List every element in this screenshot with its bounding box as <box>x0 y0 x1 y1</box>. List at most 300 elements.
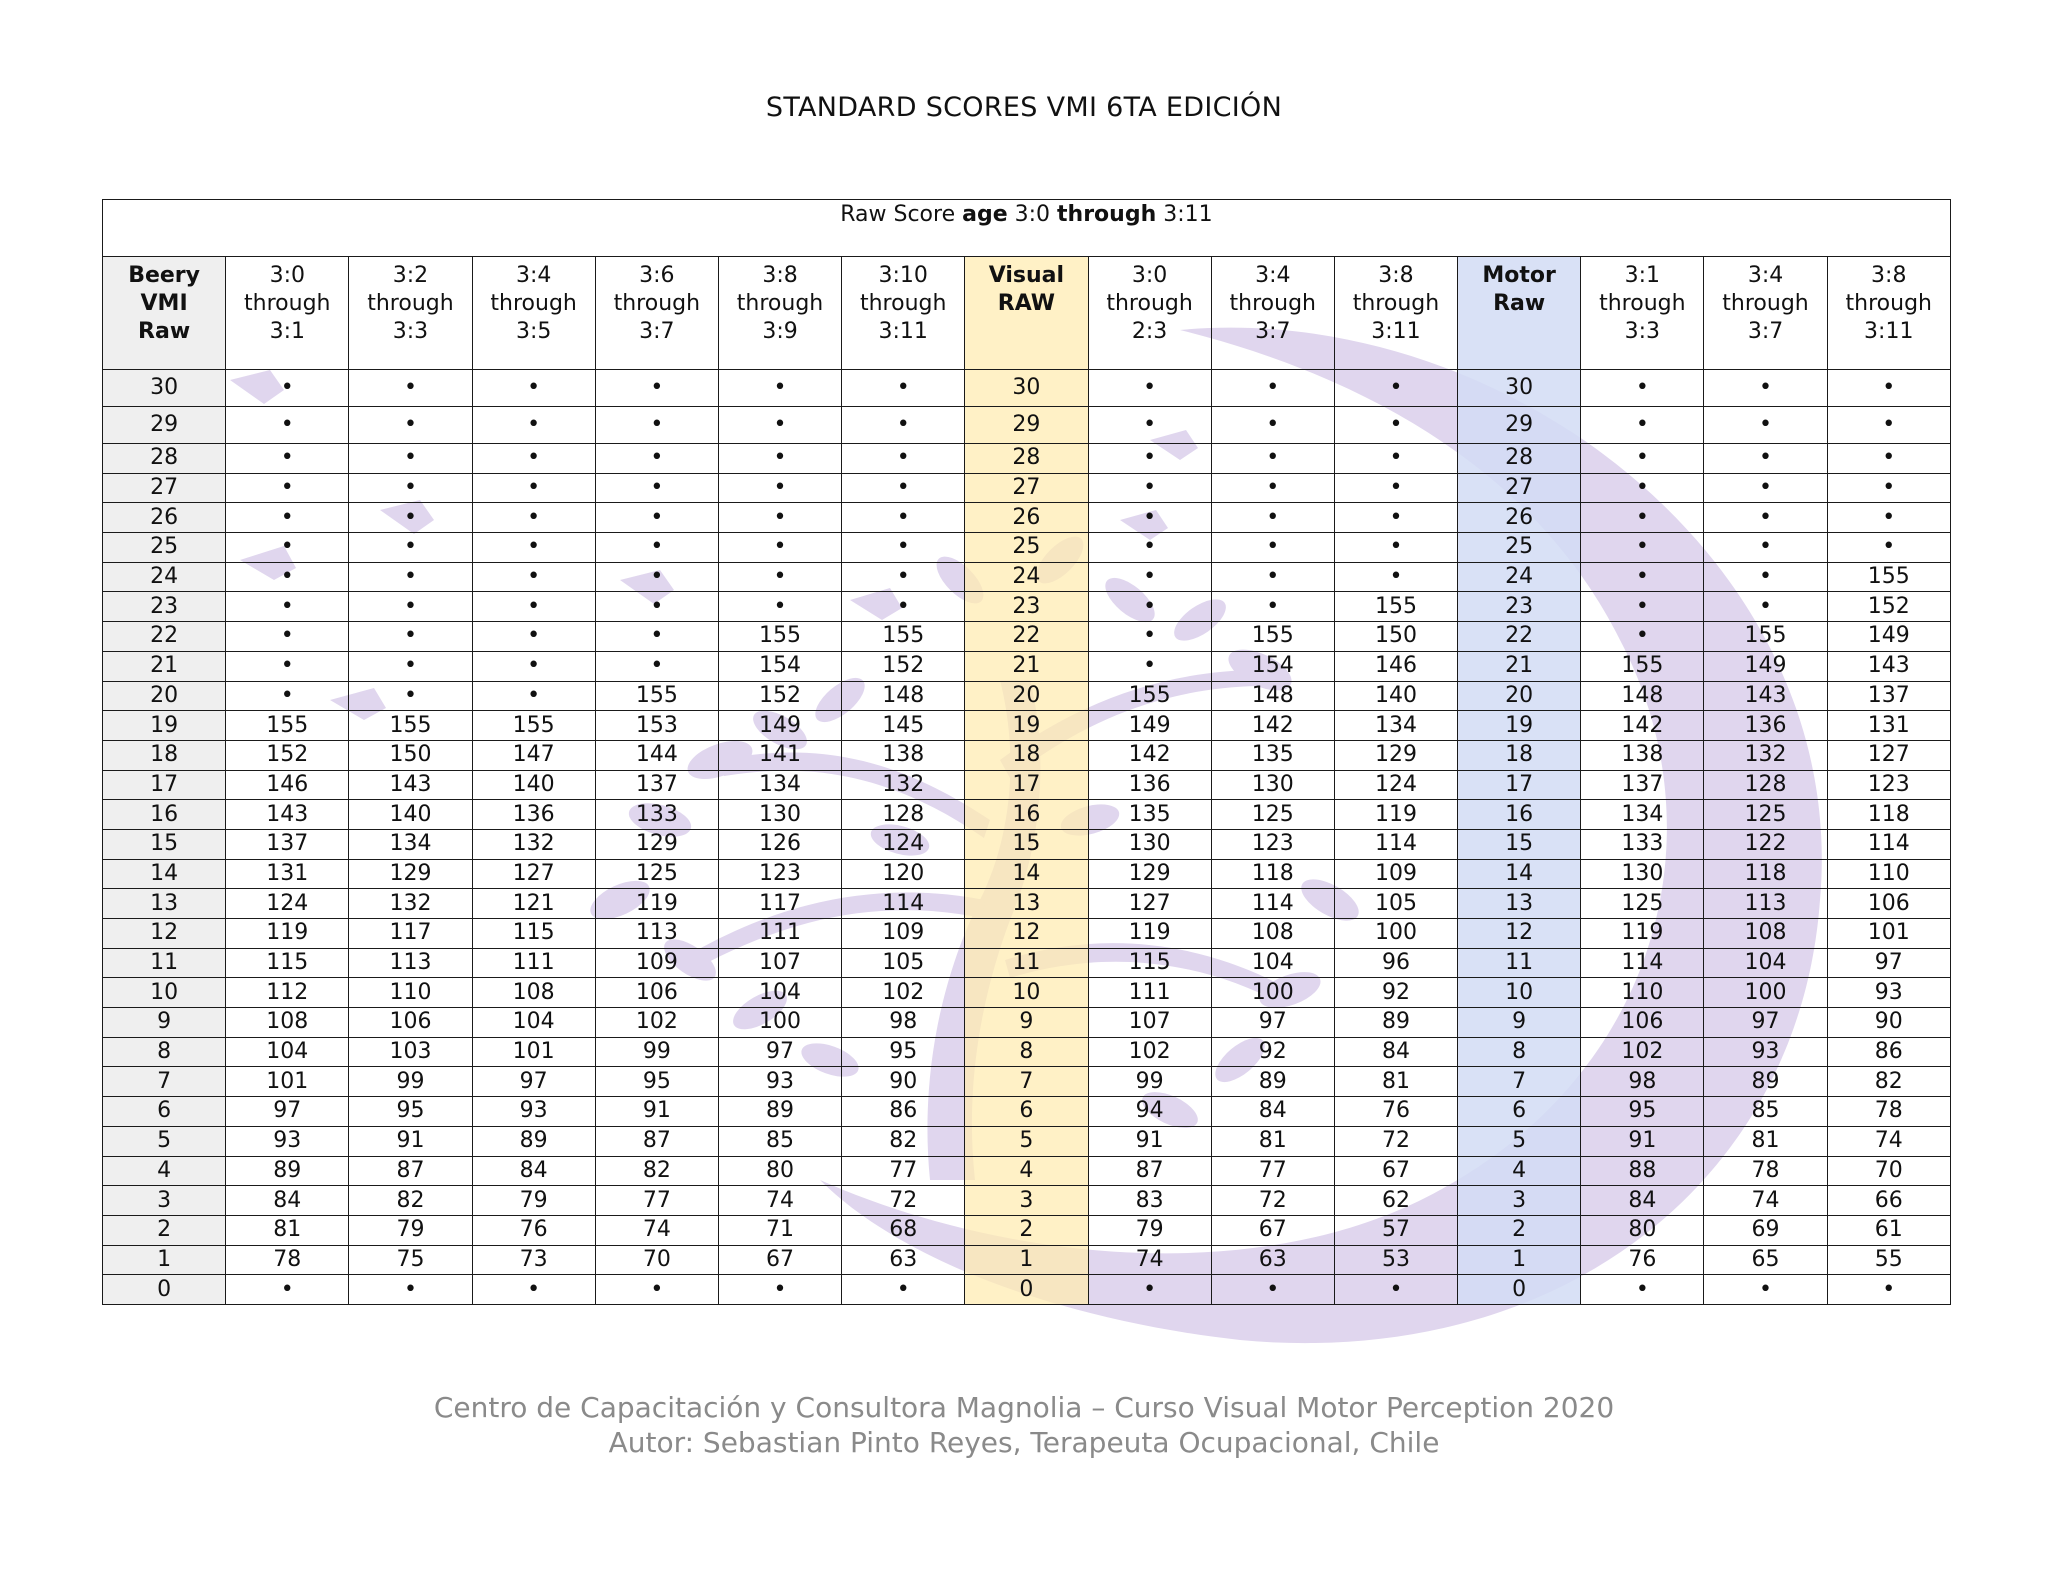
score-cell: 132 <box>842 770 965 800</box>
visual-raw-cell: 3 <box>965 1186 1088 1216</box>
score-cell: • <box>472 651 595 681</box>
score-cell: 134 <box>718 770 841 800</box>
score-cell: 149 <box>1704 651 1827 681</box>
score-cell: 87 <box>349 1156 472 1186</box>
motor-raw-cell: 23 <box>1458 592 1581 622</box>
raw-score-cell: 19 <box>103 711 226 741</box>
score-cell: 110 <box>1827 859 1950 889</box>
header-vmi-age-3-8: 3:8 through 3:9 <box>718 257 841 370</box>
score-cell: 89 <box>718 1097 841 1127</box>
score-cell: 142 <box>1211 711 1334 741</box>
motor-raw-cell: 13 <box>1458 889 1581 919</box>
score-cell: 138 <box>1581 740 1704 770</box>
score-cell: • <box>472 1275 595 1305</box>
score-cell: 126 <box>718 829 841 859</box>
table-row <box>103 740 1951 770</box>
score-cell: 84 <box>1211 1097 1334 1127</box>
score-cell: 130 <box>1211 770 1334 800</box>
score-cell: 131 <box>1827 711 1950 741</box>
score-cell: • <box>1211 1275 1334 1305</box>
motor-raw-cell: 18 <box>1458 740 1581 770</box>
score-cell: 108 <box>472 978 595 1008</box>
motor-raw-cell: 8 <box>1458 1037 1581 1067</box>
score-cell: 117 <box>718 889 841 919</box>
score-cell: • <box>718 444 841 474</box>
score-cell: 125 <box>1211 800 1334 830</box>
table-row <box>103 859 1951 889</box>
score-cell: 84 <box>1334 1037 1457 1067</box>
score-cell: 82 <box>349 1186 472 1216</box>
score-cell: 143 <box>1704 681 1827 711</box>
score-cell: • <box>226 562 349 592</box>
score-cell: • <box>226 651 349 681</box>
motor-raw-cell: 28 <box>1458 444 1581 474</box>
visual-raw-cell: 26 <box>965 503 1088 533</box>
motor-raw-cell: 12 <box>1458 919 1581 949</box>
score-cell: • <box>349 473 472 503</box>
score-cell: • <box>349 681 472 711</box>
score-cell: • <box>1704 1275 1827 1305</box>
score-cell: 141 <box>718 740 841 770</box>
motor-raw-cell: 14 <box>1458 859 1581 889</box>
score-cell: • <box>1704 444 1827 474</box>
visual-raw-cell: 4 <box>965 1156 1088 1186</box>
score-cell: 100 <box>1704 978 1827 1008</box>
score-cell: 80 <box>718 1156 841 1186</box>
score-cell: 76 <box>1334 1097 1457 1127</box>
score-cell: • <box>1334 503 1457 533</box>
score-cell: 136 <box>1088 770 1211 800</box>
score-cell: 155 <box>1088 681 1211 711</box>
score-cell: 91 <box>595 1097 718 1127</box>
visual-raw-cell: 29 <box>965 407 1088 444</box>
score-cell: 99 <box>595 1037 718 1067</box>
score-cell: 129 <box>349 859 472 889</box>
score-cell: • <box>1827 503 1950 533</box>
score-cell: 153 <box>595 711 718 741</box>
raw-score-cell: 5 <box>103 1126 226 1156</box>
score-cell: • <box>1334 1275 1457 1305</box>
score-cell: 155 <box>349 711 472 741</box>
score-cell: 136 <box>472 800 595 830</box>
score-cell: 133 <box>595 800 718 830</box>
score-cell: 74 <box>1704 1186 1827 1216</box>
score-cell: 127 <box>1088 889 1211 919</box>
score-cell: 111 <box>472 948 595 978</box>
score-cell: • <box>595 473 718 503</box>
score-cell: 100 <box>1211 978 1334 1008</box>
score-cell: • <box>1704 592 1827 622</box>
score-cell: 119 <box>595 889 718 919</box>
score-cell: 99 <box>349 1067 472 1097</box>
score-cell: • <box>1581 533 1704 563</box>
visual-raw-cell: 18 <box>965 740 1088 770</box>
score-cell: • <box>1088 473 1211 503</box>
score-cell: 90 <box>1827 1008 1950 1038</box>
score-cell: • <box>718 1275 841 1305</box>
score-cell: 90 <box>842 1067 965 1097</box>
score-cell: • <box>349 370 472 407</box>
score-cell: 109 <box>595 948 718 978</box>
score-cell: 102 <box>1581 1037 1704 1067</box>
score-cell: 144 <box>595 740 718 770</box>
score-cell: • <box>1334 562 1457 592</box>
score-cell: • <box>349 533 472 563</box>
visual-raw-cell: 30 <box>965 370 1088 407</box>
score-cell: 115 <box>472 919 595 949</box>
score-cell: 102 <box>842 978 965 1008</box>
score-cell: • <box>472 681 595 711</box>
table-row <box>103 1097 1951 1127</box>
score-cell: 72 <box>842 1186 965 1216</box>
visual-raw-cell: 5 <box>965 1126 1088 1156</box>
score-cell: 101 <box>226 1067 349 1097</box>
visual-raw-cell: 10 <box>965 978 1088 1008</box>
header-visual-raw: Visual RAW <box>965 257 1088 370</box>
score-cell: 68 <box>842 1215 965 1245</box>
score-cell: • <box>1211 562 1334 592</box>
score-cell: 104 <box>1704 948 1827 978</box>
visual-raw-cell: 11 <box>965 948 1088 978</box>
raw-score-cell: 30 <box>103 370 226 407</box>
score-cell: 97 <box>1827 948 1950 978</box>
score-cell: 105 <box>1334 889 1457 919</box>
score-cell: • <box>1211 444 1334 474</box>
page-title: STANDARD SCORES VMI 6TA EDICIÓN <box>765 92 1283 123</box>
score-cell: 92 <box>1211 1037 1334 1067</box>
score-cell: 93 <box>472 1097 595 1127</box>
motor-raw-cell: 5 <box>1458 1126 1581 1156</box>
score-cell: 107 <box>1088 1008 1211 1038</box>
table-row <box>103 1008 1951 1038</box>
score-cell: 130 <box>1581 859 1704 889</box>
score-cell: 118 <box>1211 859 1334 889</box>
motor-raw-cell: 4 <box>1458 1156 1581 1186</box>
table-row <box>103 592 1951 622</box>
visual-raw-cell: 27 <box>965 473 1088 503</box>
score-cell: 74 <box>595 1215 718 1245</box>
score-cell: • <box>595 622 718 652</box>
score-cell: 131 <box>226 859 349 889</box>
visual-raw-cell: 17 <box>965 770 1088 800</box>
score-cell: 70 <box>1827 1156 1950 1186</box>
score-cell: 127 <box>472 859 595 889</box>
score-cell: • <box>1581 444 1704 474</box>
table-row <box>103 1186 1951 1216</box>
score-cell: 108 <box>1704 919 1827 949</box>
score-cell: 125 <box>595 859 718 889</box>
table-row <box>103 444 1951 474</box>
score-cell: 137 <box>1827 681 1950 711</box>
motor-raw-cell: 9 <box>1458 1008 1581 1038</box>
motor-raw-cell: 30 <box>1458 370 1581 407</box>
score-cell: 136 <box>1704 711 1827 741</box>
score-cell: 71 <box>718 1215 841 1245</box>
score-cell: • <box>595 407 718 444</box>
table-banner-row <box>103 200 1951 257</box>
raw-score-cell: 22 <box>103 622 226 652</box>
score-cell: 118 <box>1704 859 1827 889</box>
motor-raw-cell: 16 <box>1458 800 1581 830</box>
score-cell: • <box>226 473 349 503</box>
motor-raw-cell: 11 <box>1458 948 1581 978</box>
score-cell: 146 <box>226 770 349 800</box>
score-cell: 79 <box>472 1186 595 1216</box>
table-row <box>103 651 1951 681</box>
score-cell: 93 <box>226 1126 349 1156</box>
score-cell: • <box>718 503 841 533</box>
table-header-row <box>103 257 1951 370</box>
score-cell: • <box>1211 370 1334 407</box>
score-cell: • <box>842 533 965 563</box>
score-cell: 97 <box>1211 1008 1334 1038</box>
score-cell: 127 <box>1827 740 1950 770</box>
score-cell: • <box>1334 370 1457 407</box>
visual-raw-cell: 19 <box>965 711 1088 741</box>
score-cell: • <box>1088 503 1211 533</box>
score-cell: 74 <box>718 1186 841 1216</box>
score-cell: 121 <box>472 889 595 919</box>
score-cell: 129 <box>1088 859 1211 889</box>
table-row <box>103 770 1951 800</box>
table-row <box>103 562 1951 592</box>
score-cell: 89 <box>1334 1008 1457 1038</box>
score-cell: 91 <box>1581 1126 1704 1156</box>
motor-raw-cell: 22 <box>1458 622 1581 652</box>
raw-score-cell: 6 <box>103 1097 226 1127</box>
score-cell: 112 <box>226 978 349 1008</box>
score-cell: • <box>472 473 595 503</box>
score-cell: 77 <box>1211 1156 1334 1186</box>
score-cell: • <box>1827 473 1950 503</box>
score-cell: 102 <box>1088 1037 1211 1067</box>
score-cell: 53 <box>1334 1245 1457 1275</box>
table-row <box>103 1037 1951 1067</box>
score-cell: 129 <box>1334 740 1457 770</box>
header-visual-age-3-0: 3:0 through 2:3 <box>1088 257 1211 370</box>
score-cell: 130 <box>1088 829 1211 859</box>
table-row <box>103 1275 1951 1305</box>
score-cell: 77 <box>595 1186 718 1216</box>
score-cell: 80 <box>1581 1215 1704 1245</box>
motor-raw-cell: 10 <box>1458 978 1581 1008</box>
header-motor-raw: Motor Raw <box>1458 257 1581 370</box>
score-cell: • <box>226 592 349 622</box>
score-cell: 95 <box>842 1037 965 1067</box>
footer-author: Autor: Sebastian Pinto Reyes, Terapeuta Ocupacional, Chile <box>608 1426 1440 1459</box>
score-cell: 114 <box>842 889 965 919</box>
score-cell: • <box>472 533 595 563</box>
raw-score-banner: Raw Score age 3:0 through 3:11 <box>103 200 1951 257</box>
score-cell: 155 <box>1827 562 1950 592</box>
score-cell: 100 <box>1334 919 1457 949</box>
score-cell: • <box>1334 533 1457 563</box>
score-cell: 150 <box>349 740 472 770</box>
score-cell: 81 <box>1334 1067 1457 1097</box>
motor-raw-cell: 17 <box>1458 770 1581 800</box>
score-cell: 69 <box>1704 1215 1827 1245</box>
score-cell: 97 <box>1704 1008 1827 1038</box>
raw-score-cell: 28 <box>103 444 226 474</box>
score-cell: • <box>842 1275 965 1305</box>
raw-score-cell: 8 <box>103 1037 226 1067</box>
score-cell: 78 <box>226 1245 349 1275</box>
score-cell: 72 <box>1211 1186 1334 1216</box>
table-row <box>103 622 1951 652</box>
table-row <box>103 948 1951 978</box>
score-cell: • <box>595 370 718 407</box>
table-row <box>103 1245 1951 1275</box>
score-cell: 145 <box>842 711 965 741</box>
score-cell: 123 <box>1827 770 1950 800</box>
motor-raw-cell: 6 <box>1458 1097 1581 1127</box>
score-cell: 142 <box>1088 740 1211 770</box>
score-cell: • <box>226 533 349 563</box>
score-cell: 120 <box>842 859 965 889</box>
score-cell: 84 <box>1581 1186 1704 1216</box>
score-cell: 104 <box>1211 948 1334 978</box>
visual-raw-cell: 9 <box>965 1008 1088 1038</box>
score-cell: 83 <box>1088 1186 1211 1216</box>
visual-raw-cell: 20 <box>965 681 1088 711</box>
table-row <box>103 800 1951 830</box>
score-cell: 67 <box>1211 1215 1334 1245</box>
raw-score-cell: 9 <box>103 1008 226 1038</box>
score-cell: 124 <box>226 889 349 919</box>
motor-raw-cell: 0 <box>1458 1275 1581 1305</box>
raw-score-cell: 2 <box>103 1215 226 1245</box>
score-cell: 65 <box>1704 1245 1827 1275</box>
score-cell: 107 <box>718 948 841 978</box>
visual-raw-cell: 15 <box>965 829 1088 859</box>
raw-score-cell: 14 <box>103 859 226 889</box>
footer-organization: Centro de Capacitación y Consultora Magnolia – Curso Visual Motor Perception 2020 <box>433 1391 1615 1424</box>
score-cell: 95 <box>595 1067 718 1097</box>
table-row <box>103 829 1951 859</box>
score-cell: 148 <box>842 681 965 711</box>
header-motor-age-3-1: 3:1 through 3:3 <box>1581 257 1704 370</box>
score-cell: 108 <box>1211 919 1334 949</box>
score-cell: • <box>1334 473 1457 503</box>
score-cell: • <box>1581 503 1704 533</box>
score-cell: 148 <box>1211 681 1334 711</box>
score-cell: 101 <box>472 1037 595 1067</box>
visual-raw-cell: 25 <box>965 533 1088 563</box>
header-vmi-age-3-10: 3:10 through 3:11 <box>842 257 965 370</box>
score-cell: 152 <box>718 681 841 711</box>
score-cell: 149 <box>718 711 841 741</box>
score-cell: • <box>472 503 595 533</box>
score-cell: • <box>1211 503 1334 533</box>
raw-score-cell: 11 <box>103 948 226 978</box>
score-cell: 154 <box>718 651 841 681</box>
score-cell: 143 <box>349 770 472 800</box>
score-cell: 79 <box>1088 1215 1211 1245</box>
score-cell: • <box>842 562 965 592</box>
score-cell: 87 <box>595 1126 718 1156</box>
raw-score-cell: 13 <box>103 889 226 919</box>
score-cell: 84 <box>226 1186 349 1216</box>
score-cell: • <box>842 592 965 622</box>
score-cell: • <box>1088 562 1211 592</box>
score-cell: 111 <box>718 919 841 949</box>
score-cell: 91 <box>349 1126 472 1156</box>
visual-raw-cell: 14 <box>965 859 1088 889</box>
score-cell: 89 <box>1211 1067 1334 1097</box>
score-cell: 124 <box>1334 770 1457 800</box>
score-cell: 115 <box>226 948 349 978</box>
score-cell: • <box>1581 562 1704 592</box>
raw-score-cell: 4 <box>103 1156 226 1186</box>
score-cell: 104 <box>472 1008 595 1038</box>
score-cell: 108 <box>226 1008 349 1038</box>
raw-score-cell: 3 <box>103 1186 226 1216</box>
score-cell: 76 <box>472 1215 595 1245</box>
score-cell: 137 <box>226 829 349 859</box>
header-visual-age-3-8: 3:8 through 3:11 <box>1334 257 1457 370</box>
motor-raw-cell: 15 <box>1458 829 1581 859</box>
visual-raw-cell: 22 <box>965 622 1088 652</box>
score-cell: • <box>226 622 349 652</box>
score-cell: • <box>595 592 718 622</box>
score-cell: • <box>595 533 718 563</box>
score-cell: 135 <box>1088 800 1211 830</box>
score-cell: • <box>595 562 718 592</box>
score-cell: • <box>718 370 841 407</box>
score-cell: 150 <box>1334 622 1457 652</box>
score-cell: • <box>718 533 841 563</box>
score-cell: 115 <box>1088 948 1211 978</box>
raw-score-cell: 27 <box>103 473 226 503</box>
score-cell: 128 <box>842 800 965 830</box>
score-cell: 92 <box>1334 978 1457 1008</box>
score-cell: • <box>349 592 472 622</box>
score-cell: 135 <box>1211 740 1334 770</box>
header-visual-age-3-4: 3:4 through 3:7 <box>1211 257 1334 370</box>
score-cell: • <box>349 651 472 681</box>
header-beery-vmi-raw: Beery VMI Raw <box>103 257 226 370</box>
score-cell: 62 <box>1334 1186 1457 1216</box>
score-cell: 137 <box>1581 770 1704 800</box>
raw-score-cell: 7 <box>103 1067 226 1097</box>
score-cell: 143 <box>226 800 349 830</box>
table-row <box>103 1067 1951 1097</box>
score-cell: 133 <box>1581 829 1704 859</box>
score-cell: 119 <box>1334 800 1457 830</box>
score-cell: • <box>226 444 349 474</box>
score-cell: 93 <box>1827 978 1950 1008</box>
raw-score-cell: 18 <box>103 740 226 770</box>
score-cell: • <box>842 370 965 407</box>
score-cell: 76 <box>1581 1245 1704 1275</box>
score-cell: 57 <box>1334 1215 1457 1245</box>
score-cell: 78 <box>1827 1097 1950 1127</box>
score-cell: 63 <box>842 1245 965 1275</box>
score-cell: 148 <box>1581 681 1704 711</box>
score-cell: • <box>1704 533 1827 563</box>
raw-score-cell: 0 <box>103 1275 226 1305</box>
score-cell: 132 <box>472 829 595 859</box>
score-cell: 82 <box>842 1126 965 1156</box>
score-cell: 85 <box>1704 1097 1827 1127</box>
motor-raw-cell: 26 <box>1458 503 1581 533</box>
score-cell: 101 <box>1827 919 1950 949</box>
raw-score-cell: 26 <box>103 503 226 533</box>
score-cell: 87 <box>1088 1156 1211 1186</box>
score-cell: 155 <box>1211 622 1334 652</box>
score-cell: • <box>595 651 718 681</box>
score-cell: 130 <box>718 800 841 830</box>
